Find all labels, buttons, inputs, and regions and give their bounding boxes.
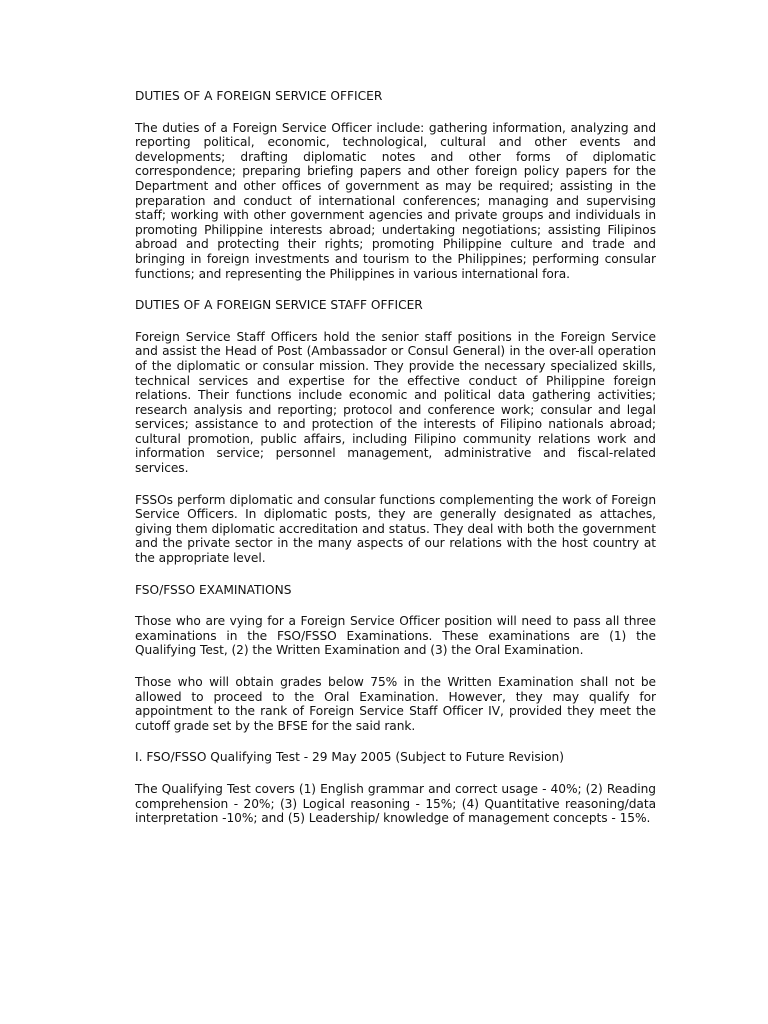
paragraph-qualifying-test-coverage: The Qualifying Test covers (1) English grammar and correct usage - 40%; (2) Reading comprehension - 20%; (3) Logical reasoning - 15%; (4) Quantitative reasoning/data interpretation -10%; and (5) Leadership/ knowledge of management concepts - 15%. — [135, 781, 656, 826]
paragraph-fso-duties: The duties of a Foreign Service Officer include: gathering information, analyzing and reporting political, economic, technological, cultural and other events and developments; drafting diplomatic notes and other forms of diplomatic correspondence; preparing briefing papers and other foreign policy papers for the Department and other offices of government as may be required; assisting in the preparation and conduct of international conferences; managing and supervising staff; working with other government agencies and private groups and individuals in promoting Philippine interests abroad; undertaking negotiations; assisting Filipinos abroad and protecting their rights; promoting Philippine culture and trade and bringing in foreign investments and tourism to the Philippines; performing consular functions; and representing the Philippines in various international fora. — [135, 120, 656, 281]
section-heading-fso-duties: DUTIES OF A FOREIGN SERVICE OFFICER — [135, 89, 383, 103]
paragraph-exam-requirements: Those who are vying for a Foreign Service Officer position will need to pass all three examinations in the FSO/FSSO Examinations. These examinations are (1) the Qualifying Test, (2) the Written Examination and (3) the Oral Examination. — [135, 614, 656, 658]
document-page — [135, 89, 656, 843]
paragraph-fsso-functions: FSSOs perform diplomatic and consular functions complementing the work of Foreign Service Officers. In diplomatic posts, they are generally designated as attaches, giving them diplomatic accreditation and status. They deal with both the government and the private sector in the many aspects of our relations with the host country at the appropriate level. — [135, 492, 656, 566]
section-heading-examinations: FSO/FSSO EXAMINATIONS — [135, 582, 292, 597]
section-heading-fsso-duties: DUTIES OF A FOREIGN SERVICE STAFF OFFICER — [135, 298, 423, 313]
section-heading-qualifying-test: I. FSO/FSSO Qualifying Test - 29 May 2005 (Subject to Future Revision) — [135, 750, 565, 765]
paragraph-exam-grades: Those who will obtain grades below 75% in the Written Examination shall not be allowed to proceed to the Oral Examination. However, they may qualify for appointment to the rank of Foreign Service Staff Officer IV, provided they meet the cutoff grade set by the BFSE for the said rank. — [135, 675, 656, 733]
paragraph-fsso-positions: Foreign Service Staff Officers hold the senior staff positions in the Foreign Service and assist the Head of Post (Ambassador or Consul General) in the over-all operation of the diplomatic or consular mission. They provide the necessary specialized skills, technical services and expertise for the effective conduct of Philippine foreign relations. Their functions include economic and political data gathering activities; research analysis and reporting; protocol and conference work; consular and legal services; assistance to and protection of the interests of Filipino nationals abroad; cultural promotion, public affairs, including Filipino community relations work and information service; personnel management, administrative and fiscal-related services. — [135, 329, 656, 476]
